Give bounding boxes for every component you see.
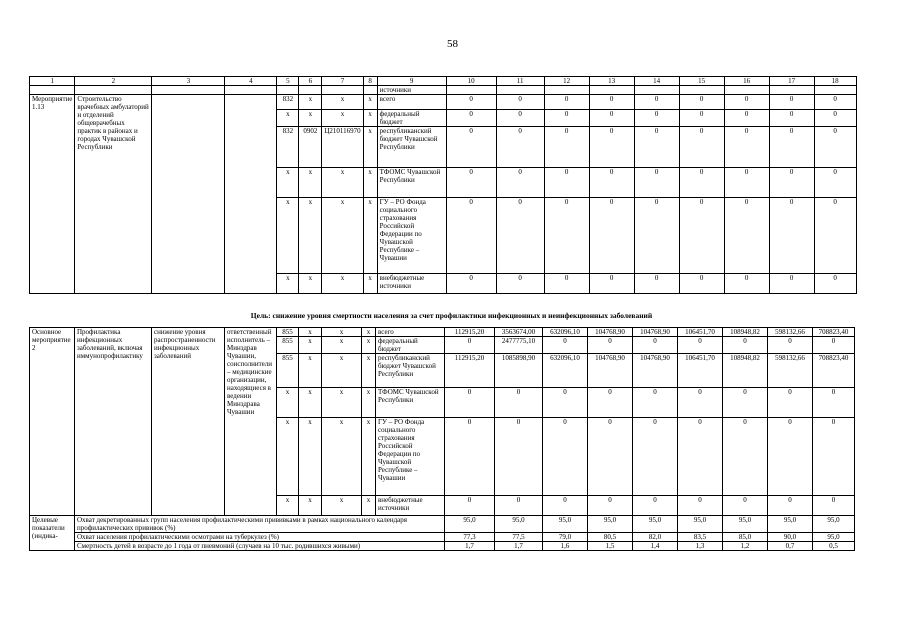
column-header: 4: [225, 77, 277, 86]
code-cell: 855: [277, 337, 299, 354]
table-section-1: [29, 76, 857, 294]
code-cell: x: [299, 496, 322, 516]
code-cell: x: [299, 95, 322, 110]
value-cell: 0: [544, 110, 589, 127]
code-cell: x: [299, 337, 322, 354]
value-cell: 0: [769, 127, 814, 168]
value-cell: 0: [495, 418, 543, 496]
value-cell: 708823,40: [813, 354, 855, 388]
value-cell: 0: [543, 496, 588, 516]
value-cell: 632096,10: [543, 354, 588, 388]
value-cell: 0: [723, 418, 768, 496]
code-cell: x: [362, 388, 376, 418]
code-cell: x: [362, 337, 376, 354]
value-cell: 0: [496, 198, 544, 274]
code-cell: x: [322, 418, 362, 496]
funding-source: федеральный бюджет: [376, 337, 445, 354]
target-row: [30, 533, 855, 542]
code-cell: x: [363, 198, 377, 274]
value-cell: 0: [544, 198, 589, 274]
value-cell: 598132,66: [768, 328, 813, 337]
indicator-name: Охват населения профилактическими осмотрами на туберкулез (%): [75, 533, 445, 542]
indicator-value: 1,3: [678, 542, 723, 551]
indicator-value: 83,5: [678, 533, 723, 542]
value-cell: 0: [544, 168, 589, 198]
code-cell: x: [322, 198, 363, 274]
code-cell: x: [299, 198, 322, 274]
indicator-value: 95,0: [543, 516, 588, 533]
code-cell: x: [299, 168, 322, 198]
code-cell: x: [363, 274, 377, 294]
funding-source: внебюджетные источники: [377, 274, 446, 294]
value-cell: 0: [679, 274, 724, 294]
code-cell: x: [322, 274, 363, 294]
value-cell: 0: [544, 274, 589, 294]
value-cell: 0: [543, 388, 588, 418]
value-cell: 0: [496, 127, 544, 168]
value-cell: 0: [813, 388, 855, 418]
value-cell: 0: [445, 337, 495, 354]
code-cell: x: [299, 274, 322, 294]
indicator-value: 95,0: [813, 516, 855, 533]
value-cell: 0: [769, 168, 814, 198]
value-cell: 0: [813, 496, 855, 516]
indicator-value: 95,0: [678, 516, 723, 533]
value-cell: 0: [496, 168, 544, 198]
code-cell: x: [363, 168, 377, 198]
table-row: [30, 95, 857, 110]
code-cell: Ц210116970: [322, 127, 363, 168]
executor: ответственный исполнитель – Минздрав Чувашии, соисполнители – медицинские организации, находящиеся в ведении Минздрава Чувашии: [225, 328, 277, 516]
column-header: 7: [322, 77, 363, 86]
value-cell: 0: [589, 198, 634, 274]
value-cell: 0: [495, 496, 543, 516]
indicator-value: 0,5: [813, 542, 855, 551]
code-cell: x: [299, 110, 322, 127]
value-cell: 0: [769, 95, 814, 110]
value-cell: 0: [678, 388, 723, 418]
indicator-value: 95,0: [633, 516, 678, 533]
funding-source: внебюджетные источники: [376, 496, 445, 516]
indicator-value: 1,4: [633, 542, 678, 551]
value-cell: 0: [496, 95, 544, 110]
column-header: 9: [377, 77, 446, 86]
indicator-value: 1,2: [723, 542, 768, 551]
funding-source: федеральный бюджет: [377, 110, 446, 127]
code-cell: x: [277, 168, 299, 198]
value-cell: 112915,20: [445, 328, 495, 337]
indicator-value: 1,6: [543, 542, 588, 551]
value-cell: 0: [588, 388, 633, 418]
value-cell: 0: [634, 274, 679, 294]
code-cell: x: [322, 328, 362, 337]
column-header: 17: [769, 77, 814, 86]
value-cell: 0: [588, 418, 633, 496]
column-header: 8: [363, 77, 377, 86]
column-header: 10: [446, 77, 496, 86]
funding-source: всего: [376, 328, 445, 337]
indicator-name: Смертность детей в возрасте до 1 года от пневмоний (случаев на 10 тыс. родившихся живыми): [75, 542, 445, 551]
code-cell: x: [322, 168, 363, 198]
value-cell: 1085898,90: [495, 354, 543, 388]
funding-source: республиканский бюджет Чувашской Республики: [376, 354, 445, 388]
code-cell: x: [277, 388, 299, 418]
target-row: [30, 542, 855, 551]
code-cell: 855: [277, 354, 299, 388]
value-cell: 0: [678, 496, 723, 516]
value-cell: 104768,90: [588, 328, 633, 337]
value-cell: 0: [634, 168, 679, 198]
table-section-2: [29, 327, 855, 551]
value-cell: 0: [814, 198, 856, 274]
code-cell: x: [322, 95, 363, 110]
code-cell: x: [299, 418, 322, 496]
page-number: 58: [447, 38, 458, 50]
column-header: 5: [277, 77, 299, 86]
value-cell: 0: [633, 337, 678, 354]
code-cell: x: [299, 354, 322, 388]
code-cell: x: [322, 354, 362, 388]
value-cell: 0: [589, 127, 634, 168]
code-cell: x: [277, 274, 299, 294]
value-cell: 0: [724, 168, 769, 198]
column-header: 13: [589, 77, 634, 86]
funding-source: ГУ – РО Фонда социального страхования Российской Федерации по Чувашской Республике – Чувашии: [377, 198, 446, 274]
code-cell: x: [299, 388, 322, 418]
indicator-value: 85,0: [723, 533, 768, 542]
value-cell: 0: [769, 274, 814, 294]
value-cell: 0: [814, 110, 856, 127]
funding-source: всего: [377, 95, 446, 110]
value-cell: 0: [446, 198, 496, 274]
executor: [225, 95, 277, 294]
target-row: [30, 516, 855, 533]
value-cell: 0: [679, 198, 724, 274]
value-cell: 0: [544, 95, 589, 110]
value-cell: 0: [634, 127, 679, 168]
indicator-value: 95,0: [495, 516, 543, 533]
value-cell: 0: [768, 388, 813, 418]
value-cell: 0: [679, 110, 724, 127]
column-header: 14: [634, 77, 679, 86]
column-header: 18: [814, 77, 856, 86]
code-cell: x: [362, 354, 376, 388]
value-cell: 0: [813, 418, 855, 496]
code-cell: x: [322, 110, 363, 127]
indicator-value: 77,3: [445, 533, 495, 542]
value-cell: 0: [679, 95, 724, 110]
column-header: 3: [152, 77, 225, 86]
value-cell: 106451,70: [678, 328, 723, 337]
value-cell: 0: [723, 337, 768, 354]
value-cell: 112915,20: [445, 354, 495, 388]
indicator-value: 80,5: [588, 533, 633, 542]
event-title: Строительство врачебных амбулаторий и отделений общеврачебных практик в районах и городах Чувашской Республики: [75, 95, 152, 294]
goal-heading: Цель: снижение уровня смертности населения за счет профилактики инфекционных и неинфекционных заболеваний: [250, 311, 653, 320]
value-cell: 0: [633, 496, 678, 516]
code-cell: x: [277, 110, 299, 127]
code-cell: x: [362, 418, 376, 496]
column-header: 1: [30, 77, 75, 86]
value-cell: 0: [543, 418, 588, 496]
value-cell: 0: [445, 388, 495, 418]
targets-label: Целевые показатели (индика-: [30, 516, 75, 551]
value-cell: 0: [634, 110, 679, 127]
code-cell: x: [277, 198, 299, 274]
value-cell: 0: [768, 337, 813, 354]
indicator-value: 95,0: [723, 516, 768, 533]
value-cell: 0: [496, 110, 544, 127]
value-cell: 0: [814, 127, 856, 168]
indicator-value: 1,7: [445, 542, 495, 551]
value-cell: 108948,82: [723, 354, 768, 388]
indicator-value: 95,0: [445, 516, 495, 533]
funding-source: ТФОМС Чувашской Республики: [377, 168, 446, 198]
value-cell: 0: [446, 95, 496, 110]
funding-source: республиканский бюджет Чувашской Республики: [377, 127, 446, 168]
indicator-value: 95,0: [813, 533, 855, 542]
indicator-value: 1,7: [495, 542, 543, 551]
code-cell: x: [363, 127, 377, 168]
value-cell: 0: [589, 95, 634, 110]
value-cell: 0: [814, 168, 856, 198]
value-cell: 0: [543, 337, 588, 354]
code-cell: 0902: [299, 127, 322, 168]
expected-result: снижение уровня распространенности инфекционных заболеваний: [152, 328, 225, 516]
value-cell: 0: [723, 388, 768, 418]
indicator-value: 0,7: [768, 542, 813, 551]
value-cell: 2477775,10: [495, 337, 543, 354]
value-cell: 632096,10: [543, 328, 588, 337]
funding-source: ГУ – РО Фонда социального страхования Российской Федерации по Чувашской Республике – Чувашии: [376, 418, 445, 496]
code-cell: x: [277, 496, 299, 516]
indicator-value: 1,5: [588, 542, 633, 551]
value-cell: 0: [588, 337, 633, 354]
code-cell: x: [277, 418, 299, 496]
code-cell: x: [322, 496, 362, 516]
value-cell: 0: [768, 496, 813, 516]
indicator-value: 90,0: [768, 533, 813, 542]
value-cell: 0: [813, 337, 855, 354]
value-cell: 0: [544, 127, 589, 168]
value-cell: 0: [589, 168, 634, 198]
value-cell: 0: [724, 127, 769, 168]
value-cell: 104768,90: [588, 354, 633, 388]
funding-source: ТФОМС Чувашской Республики: [376, 388, 445, 418]
value-cell: 0: [589, 110, 634, 127]
value-cell: 0: [495, 388, 543, 418]
column-header: 6: [299, 77, 322, 86]
value-cell: 0: [634, 95, 679, 110]
value-cell: 0: [446, 110, 496, 127]
value-cell: 0: [445, 496, 495, 516]
code-cell: x: [363, 95, 377, 110]
event-number: Основное мероприятие 2: [30, 328, 75, 516]
value-cell: 708823,40: [813, 328, 855, 337]
value-cell: 0: [724, 110, 769, 127]
value-cell: 0: [679, 168, 724, 198]
value-cell: 0: [678, 337, 723, 354]
value-cell: 0: [769, 198, 814, 274]
code-cell: x: [322, 388, 362, 418]
value-cell: 0: [723, 496, 768, 516]
value-cell: 0: [724, 198, 769, 274]
value-cell: 106451,70: [678, 354, 723, 388]
value-cell: 108948,82: [723, 328, 768, 337]
value-cell: 0: [589, 274, 634, 294]
indicator-value: 82,0: [633, 533, 678, 542]
value-cell: 104768,90: [633, 354, 678, 388]
event-title: Профилактика инфекционных заболеваний, включая иммунопрофилактику: [75, 328, 152, 516]
value-cell: 3563674,00: [495, 328, 543, 337]
value-cell: 0: [633, 418, 678, 496]
value-cell: 598132,66: [768, 354, 813, 388]
column-header: 15: [679, 77, 724, 86]
code-cell: 832: [277, 95, 299, 110]
code-cell: x: [299, 328, 322, 337]
value-cell: 0: [768, 418, 813, 496]
value-cell: 0: [678, 418, 723, 496]
value-cell: 0: [679, 127, 724, 168]
column-header: 2: [75, 77, 152, 86]
value-cell: 0: [724, 95, 769, 110]
table-row: [30, 328, 855, 337]
code-cell: 855: [277, 328, 299, 337]
value-cell: 0: [814, 95, 856, 110]
value-cell: 0: [588, 496, 633, 516]
value-cell: 104768,90: [633, 328, 678, 337]
indicator-value: 95,0: [768, 516, 813, 533]
code-cell: x: [322, 337, 362, 354]
value-cell: 0: [496, 274, 544, 294]
code-cell: 832: [277, 127, 299, 168]
value-cell: 0: [445, 418, 495, 496]
event-number: Мероприятие 1.13: [30, 95, 75, 294]
value-cell: 0: [814, 274, 856, 294]
value-cell: 0: [633, 388, 678, 418]
value-cell: 0: [634, 198, 679, 274]
indicator-value: 95,0: [588, 516, 633, 533]
value-cell: 0: [724, 274, 769, 294]
cell-source: источники: [377, 86, 446, 95]
indicator-value: 77,5: [495, 533, 543, 542]
column-header: 11: [496, 77, 544, 86]
code-cell: x: [362, 496, 376, 516]
indicator-name: Охват декретированных групп населения профилактическими прививками в рамках национального календаря профилактических прививок (%): [75, 516, 445, 533]
value-cell: 0: [446, 127, 496, 168]
column-header: 12: [544, 77, 589, 86]
value-cell: 0: [446, 274, 496, 294]
column-header: 16: [724, 77, 769, 86]
expected-result: [152, 95, 225, 294]
value-cell: 0: [769, 110, 814, 127]
indicator-value: 79,0: [543, 533, 588, 542]
code-cell: x: [363, 110, 377, 127]
code-cell: x: [362, 328, 376, 337]
value-cell: 0: [446, 168, 496, 198]
